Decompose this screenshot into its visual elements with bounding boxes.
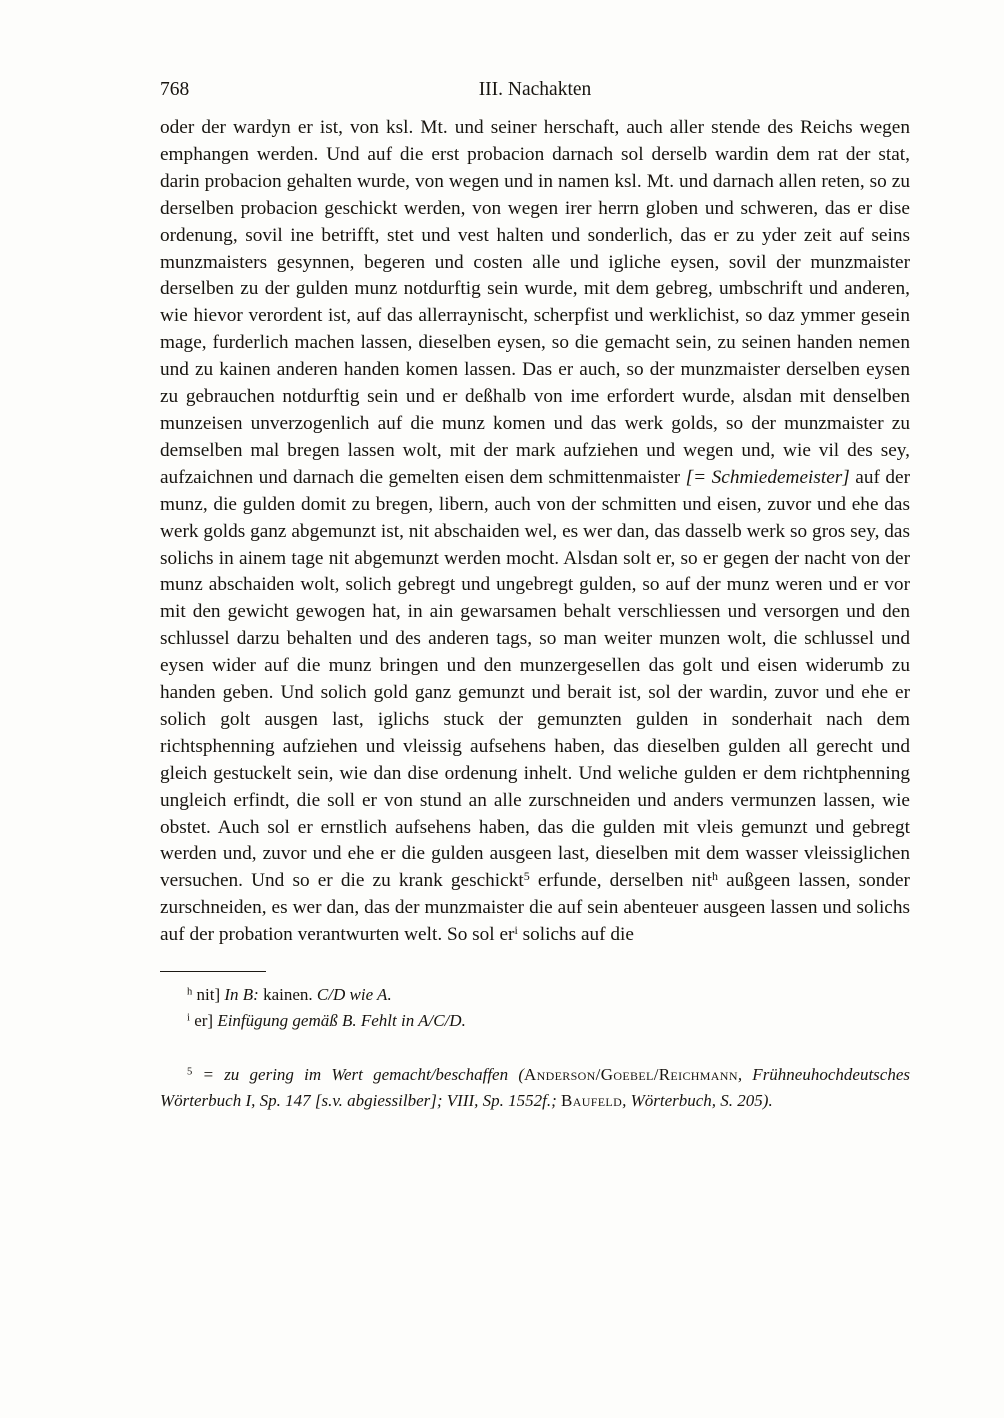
footnote-divider [160, 971, 266, 972]
text-segment: Baufeld [561, 1090, 623, 1110]
text-segment: 5 [187, 1066, 193, 1078]
text-segment: h [712, 869, 718, 884]
text-segment: = zu gering im Wert gemacht/beschaffen ( [192, 1065, 524, 1085]
text-segment: auf der munz, die gulden domit zu bregen, libern, auch von der schmitten und eisen, zuvor und ehe das werk golds ganz abgemunzt ist, nit abschaiden wel, es wer dan, das dasselb werk so gros sey, das solichs in ainem tage nit abgemunzt werden mocht. Alsdan solt er, so er gegen der nacht von der munz abschaiden wolt, solich gebregt und ungebregt gulden, so auf der munz weren und er vor mit den gewicht gewogen hat, in ain gewarsamen behalt verschliessen und versorgen und den schlussel darzu behalten und des anderen tags, so man weiter munzen wolt, die schlussel und eysen wider auf die munz bringen und den munzergesellen das golt und eisen widerumb zu handen geben. Und solich gold ganz gemunzt und berait ist, sol der wardin, zuvor und ehe er solich golt ausgen last, iglichs stuck der gemunzten gulden in sonderhait nach dem richtsphenning aufziehen und vleissig aufsehens haben, das dieselben gulden all gerecht und gleich gestuckelt sein, wie dan dise ordenung inhelt. Und weliche gulden er dem richtphenning ungleich erfindt, die soll er von stund an alle zurschneiden und anders vermunzen lassen, wie obstet. Auch sol er ernstlich aufsehens haben, das die gulden mit vleis gemunzt und gebregt werden und, zuvor und ehe er die gulden ausgeen last, dieselben mit dem wasser vleissiglichen versuchen. Und so er die zu krank geschickt [160, 466, 910, 892]
text-segment: 5 [523, 869, 530, 884]
apparatus-note-h [160, 982, 910, 1008]
page-number: 768 [160, 79, 190, 100]
text-segment: C/D wie A. [316, 985, 392, 1005]
text-segment: [= Schmiedemeister] [685, 466, 850, 488]
apparatus-note-i [160, 1008, 910, 1034]
text-segment: h [187, 986, 193, 998]
running-title: III. Nachakten [478, 79, 592, 100]
apparatus-section [160, 971, 910, 1034]
text-segment: i [187, 1012, 190, 1024]
text-segment: kainen. [263, 985, 317, 1005]
text-segment: erfunde, derselben nit [529, 870, 713, 892]
text-segment: außgeen lassen, sonder zurschneiden, es wer dan, das der munzmaister die auf sein abenteuer ausgeen lassen und solichs auf der probation verantwurten welt. So sol er [160, 870, 910, 946]
text-segment: solichs auf die [517, 924, 634, 946]
footnote-section [160, 1062, 910, 1113]
text-segment: In B: [224, 985, 264, 1005]
text-segment: Einfügung gemäß B. Fehlt in A/C/D. [217, 1011, 466, 1031]
text-segment: nit] [192, 985, 225, 1005]
text-segment: , Wörterbuch, S. 205). [622, 1090, 773, 1110]
text-segment: , Frühneuhochdeutsches Wörterbuch I, Sp. 147 [s.v. abgiessilber]; VIII, Sp. 1552f.; [160, 1065, 910, 1110]
footnote-5 [160, 1062, 910, 1113]
main-text [160, 115, 910, 949]
text-segment: Anderson/Goebel/Reichmann [523, 1065, 738, 1085]
text-segment: i [514, 923, 518, 938]
page-header [160, 76, 910, 103]
text-segment: er] [189, 1011, 218, 1031]
text-segment: oder der wardyn er ist, von ksl. Mt. und seiner herschaft, auch aller stende des Reichs wegen emphangen werden. Und auf die erst probacion darnach sol derselb wardin dem rat der stat, darin probacion gehalten wurde, von wegen und in namen ksl. Mt. und darnach allen reten, so zu derselben probacion geschickt werden, von wegen irer herrn globen und schweren, das er dise ordenung, sovil ine betrifft, stet und vest halten und sonderlich, das er zu yder zeit auf seins munzmaisters gesynnen, begeren und costen alle und igliche eysen, sovil der munzmaister derselben zu der gulden munz notdurftig sein wurde, mit dem gebreg, umbschrift und anderen, wie hievor verordent ist, auf das allerraynischt, scherpfist und werklichist, so daz ymmer gesein mage, furderlich machen lassen, dieselben eysen, so die gemacht sein, zu seinen handen nemen und zu kainen anderen handen komen lassen. Das er auch, so der munzmaister derselben eysen zu gebrauchen notdurftig sein und er deßhalb von ime erfordert wurde, alsdan mit denselben munzeisen unverzogenlich auf die munz komen und das werk golds, so der munzmaister zu demselben mal bregen lassen wolt, mit der mark aufziehen und wegen und, wie vil des sey, aufzaichnen und darnach die gemelten eisen dem schmittenmaister [160, 117, 910, 488]
